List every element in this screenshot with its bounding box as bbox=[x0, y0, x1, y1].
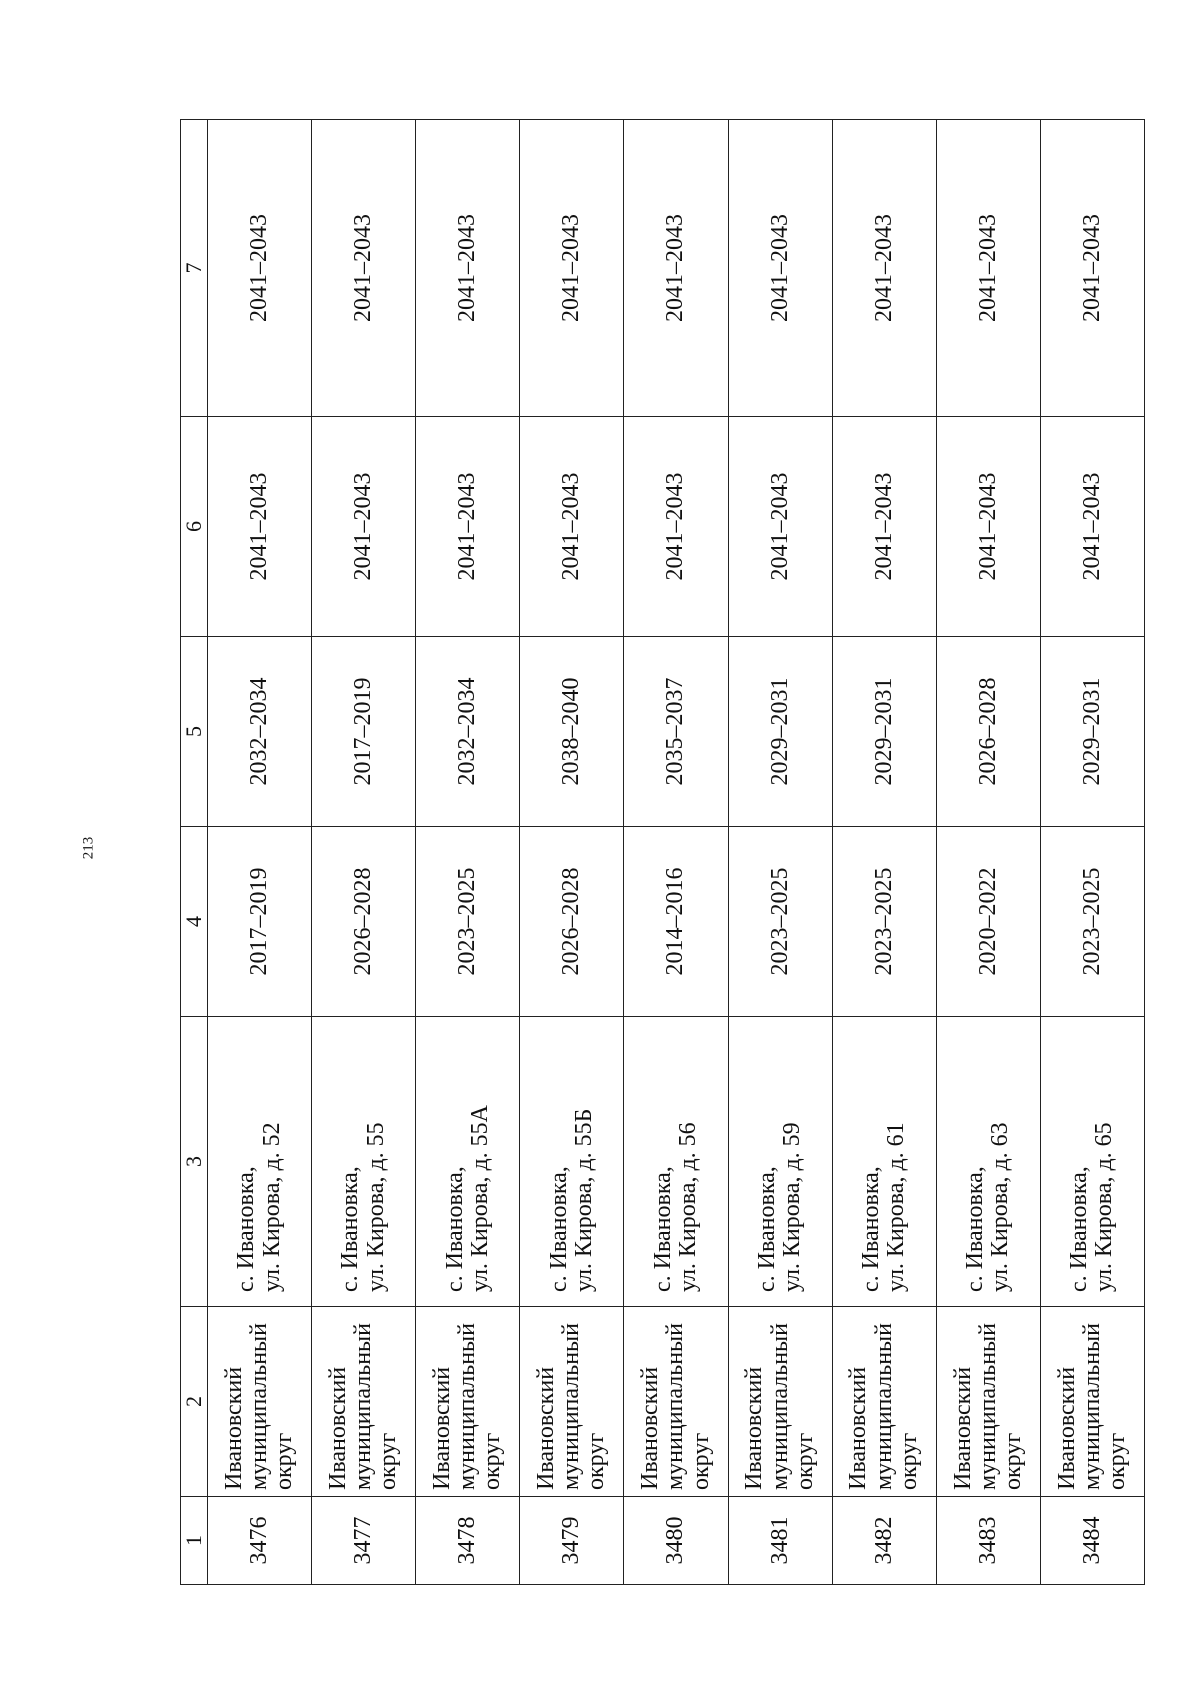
period-cell-col7: 2041–2043 bbox=[312, 120, 416, 417]
address-line: ул. Кирова, д. 63 bbox=[987, 1122, 1014, 1292]
period-cell-col6: 2041–2043 bbox=[416, 417, 520, 637]
row-number: 3479 bbox=[520, 1497, 624, 1585]
period-cell-col4: 2023–2025 bbox=[416, 827, 520, 1017]
address-line: с. Ивановка, bbox=[441, 1166, 468, 1292]
table-row bbox=[728, 120, 832, 1585]
address-cell bbox=[832, 1017, 936, 1307]
table-row bbox=[832, 120, 936, 1585]
address-line: ул. Кирова, д. 65 bbox=[1091, 1122, 1118, 1292]
row-number: 3478 bbox=[416, 1497, 520, 1585]
period-cell-col5: 2038–2040 bbox=[520, 637, 624, 827]
period-cell-col4: 2023–2025 bbox=[1040, 827, 1144, 1017]
period-cell-col5: 2029–2031 bbox=[1040, 637, 1144, 827]
row-number: 3484 bbox=[1040, 1497, 1144, 1585]
district-line: Ивановский bbox=[220, 1366, 247, 1490]
district-line: округ bbox=[375, 1432, 402, 1490]
address-line: ул. Кирова, д. 55 bbox=[362, 1122, 389, 1292]
district-line: Ивановский bbox=[637, 1366, 664, 1490]
row-number: 3482 bbox=[832, 1497, 936, 1585]
district-cell bbox=[520, 1307, 624, 1497]
period-cell-col4: 2023–2025 bbox=[728, 827, 832, 1017]
period-cell-col7: 2041–2043 bbox=[520, 120, 624, 417]
period-cell-col6: 2041–2043 bbox=[312, 417, 416, 637]
district-cell bbox=[624, 1307, 728, 1497]
period-cell-col4: 2017–2019 bbox=[208, 827, 312, 1017]
period-cell-col6: 2041–2043 bbox=[832, 417, 936, 637]
period-cell-col7: 2041–2043 bbox=[936, 120, 1040, 417]
address-line: ул. Кирова, д. 55А bbox=[466, 1105, 493, 1292]
address-line: с. Ивановка, bbox=[1066, 1166, 1093, 1292]
district-line: округ bbox=[271, 1432, 298, 1490]
address-line: с. Ивановка, bbox=[337, 1166, 364, 1292]
period-cell-col7: 2041–2043 bbox=[416, 120, 520, 417]
header-row bbox=[181, 120, 208, 1585]
district-line: муниципальный bbox=[558, 1322, 585, 1490]
district-cell bbox=[936, 1307, 1040, 1497]
district-line: округ bbox=[895, 1432, 922, 1490]
address-cell bbox=[728, 1017, 832, 1307]
period-cell-col5: 2032–2034 bbox=[208, 637, 312, 827]
table-row bbox=[312, 120, 416, 1585]
district-cell bbox=[312, 1307, 416, 1497]
address-line: ул. Кирова, д. 55Б bbox=[570, 1108, 597, 1292]
district-line: муниципальный bbox=[350, 1322, 377, 1490]
district-line: округ bbox=[999, 1432, 1026, 1490]
header-cell: 2 bbox=[181, 1307, 208, 1497]
row-number: 3477 bbox=[312, 1497, 416, 1585]
district-line: Ивановский bbox=[845, 1366, 872, 1490]
header-cell: 1 bbox=[181, 1497, 208, 1585]
district-line: округ bbox=[791, 1432, 818, 1490]
period-cell-col7: 2041–2043 bbox=[1040, 120, 1144, 417]
district-line: муниципальный bbox=[870, 1322, 897, 1490]
district-line: муниципальный bbox=[662, 1322, 689, 1490]
district-line: округ bbox=[687, 1432, 714, 1490]
table-row bbox=[416, 120, 520, 1585]
address-line: с. Ивановка, bbox=[858, 1166, 885, 1292]
header-cell: 3 bbox=[181, 1017, 208, 1307]
district-line: муниципальный bbox=[766, 1322, 793, 1490]
address-line: ул. Кирова, д. 56 bbox=[674, 1122, 701, 1292]
address-line: ул. Кирова, д. 52 bbox=[258, 1122, 285, 1292]
address-cell bbox=[312, 1017, 416, 1307]
address-line: с. Ивановка, bbox=[649, 1166, 676, 1292]
period-cell-col5: 2029–2031 bbox=[832, 637, 936, 827]
period-cell-col5: 2032–2034 bbox=[416, 637, 520, 827]
period-cell-col4: 2023–2025 bbox=[832, 827, 936, 1017]
address-cell bbox=[936, 1017, 1040, 1307]
address-cell bbox=[624, 1017, 728, 1307]
district-line: округ bbox=[479, 1432, 506, 1490]
period-cell-col5: 2026–2028 bbox=[936, 637, 1040, 827]
period-cell-col4: 2026–2028 bbox=[312, 827, 416, 1017]
row-number: 3476 bbox=[208, 1497, 312, 1585]
district-line: Ивановский bbox=[533, 1366, 560, 1490]
district-line: муниципальный bbox=[245, 1322, 272, 1490]
table-row bbox=[624, 120, 728, 1585]
table-row bbox=[936, 120, 1040, 1585]
period-cell-col7: 2041–2043 bbox=[624, 120, 728, 417]
period-cell-col4: 2014–2016 bbox=[624, 827, 728, 1017]
period-cell-col7: 2041–2043 bbox=[728, 120, 832, 417]
period-cell-col4: 2026–2028 bbox=[520, 827, 624, 1017]
data-table bbox=[180, 119, 1145, 1585]
district-line: Ивановский bbox=[741, 1366, 768, 1490]
district-line: округ bbox=[1104, 1432, 1131, 1490]
district-line: округ bbox=[583, 1432, 610, 1490]
district-line: Ивановский bbox=[1053, 1366, 1080, 1490]
header-cell: 7 bbox=[181, 120, 208, 417]
address-line: с. Ивановка, bbox=[962, 1166, 989, 1292]
district-line: муниципальный bbox=[1078, 1322, 1105, 1490]
district-cell bbox=[728, 1307, 832, 1497]
period-cell-col6: 2041–2043 bbox=[936, 417, 1040, 637]
table-frame bbox=[180, 120, 1145, 1585]
period-cell-col6: 2041–2043 bbox=[520, 417, 624, 637]
table-row bbox=[208, 120, 312, 1585]
period-cell-col7: 2041–2043 bbox=[832, 120, 936, 417]
row-number: 3481 bbox=[728, 1497, 832, 1585]
period-cell-col6: 2041–2043 bbox=[1040, 417, 1144, 637]
row-number: 3483 bbox=[936, 1497, 1040, 1585]
page-number: 213 bbox=[80, 836, 97, 860]
address-line: ул. Кирова, д. 59 bbox=[779, 1122, 806, 1292]
district-cell bbox=[208, 1307, 312, 1497]
period-cell-col6: 2041–2043 bbox=[624, 417, 728, 637]
address-line: с. Ивановка, bbox=[753, 1166, 780, 1292]
address-line: ул. Кирова, д. 61 bbox=[883, 1122, 910, 1292]
header-cell: 6 bbox=[181, 417, 208, 637]
district-line: Ивановский bbox=[949, 1366, 976, 1490]
district-line: муниципальный bbox=[974, 1322, 1001, 1490]
district-cell bbox=[1040, 1307, 1144, 1497]
district-line: Ивановский bbox=[428, 1366, 455, 1490]
period-cell-col6: 2041–2043 bbox=[728, 417, 832, 637]
address-cell bbox=[416, 1017, 520, 1307]
table-row bbox=[520, 120, 624, 1585]
address-cell bbox=[208, 1017, 312, 1307]
period-cell-col4: 2020–2022 bbox=[936, 827, 1040, 1017]
district-cell bbox=[832, 1307, 936, 1497]
address-cell bbox=[520, 1017, 624, 1307]
header-cell: 5 bbox=[181, 637, 208, 827]
district-line: Ивановский bbox=[324, 1366, 351, 1490]
period-cell-col5: 2035–2037 bbox=[624, 637, 728, 827]
district-cell bbox=[416, 1307, 520, 1497]
address-line: с. Ивановка, bbox=[545, 1166, 572, 1292]
period-cell-col5: 2029–2031 bbox=[728, 637, 832, 827]
row-number: 3480 bbox=[624, 1497, 728, 1585]
district-line: муниципальный bbox=[454, 1322, 481, 1490]
address-line: с. Ивановка, bbox=[233, 1166, 260, 1292]
header-cell: 4 bbox=[181, 827, 208, 1017]
period-cell-col7: 2041–2043 bbox=[208, 120, 312, 417]
address-cell bbox=[1040, 1017, 1144, 1307]
table-row bbox=[1040, 120, 1144, 1585]
period-cell-col6: 2041–2043 bbox=[208, 417, 312, 637]
rotated-table-container bbox=[180, 120, 1145, 1585]
period-cell-col5: 2017–2019 bbox=[312, 637, 416, 827]
